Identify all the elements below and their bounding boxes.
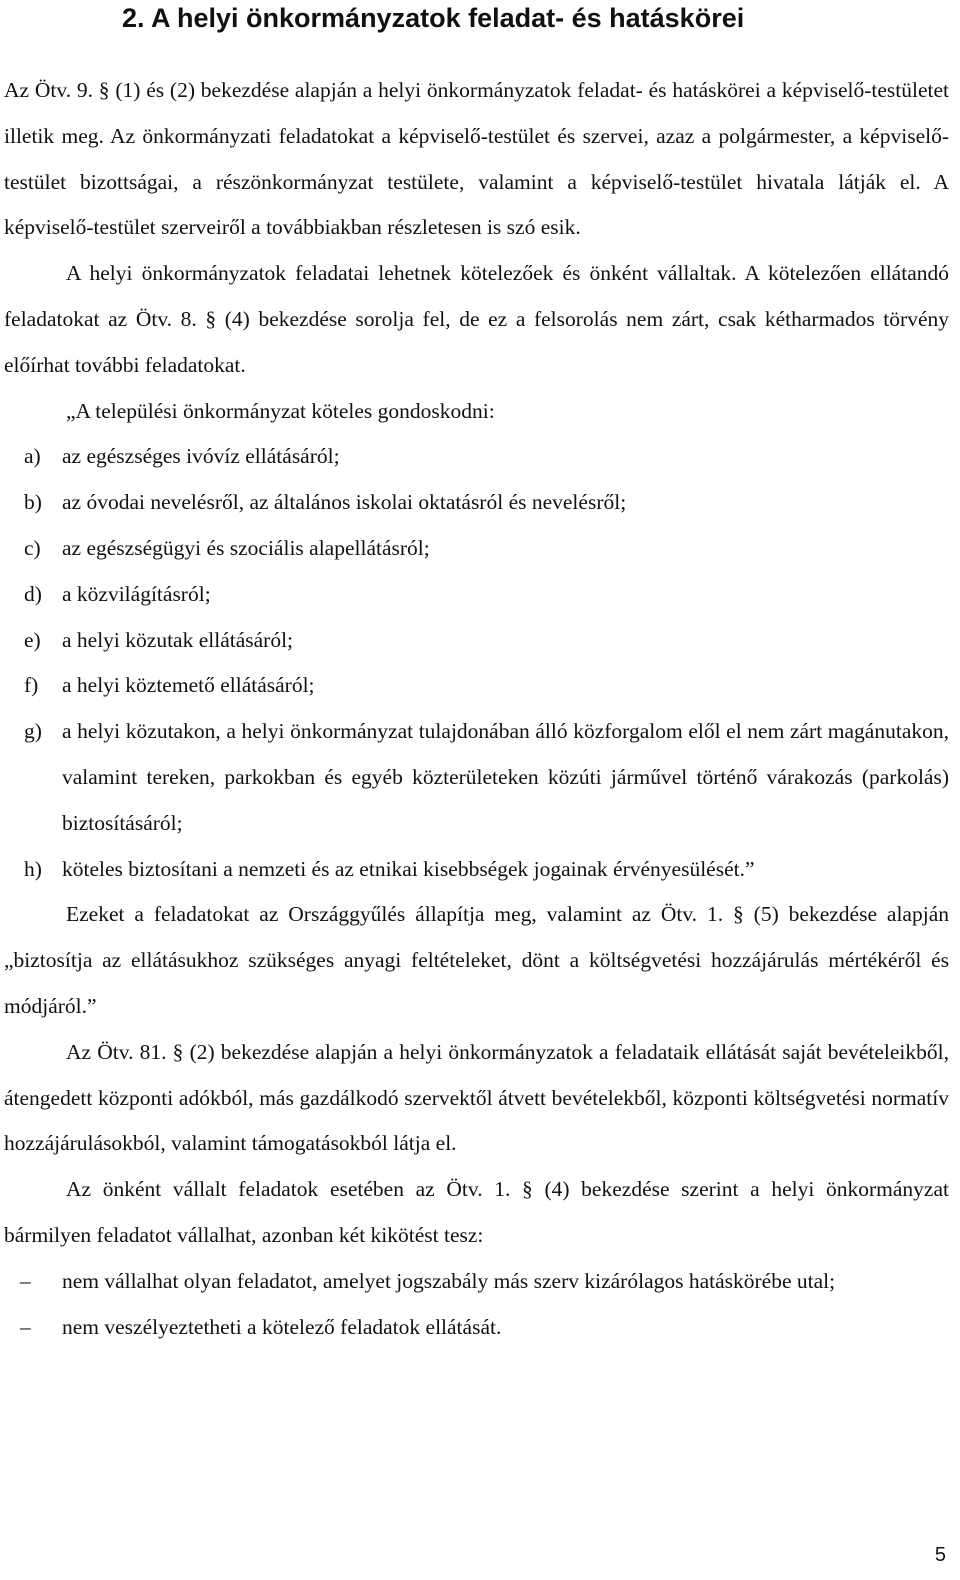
list-item-text: köteles biztosítani a nemzeti és az etnikai kisebbségek jogainak érvényesülését.” [62,856,755,881]
dash-marker: – [20,1268,31,1293]
paragraph-1: Az Ötv. 9. § (1) és (2) bekezdése alapján a helyi önkormányzatok feladat- és hatáskörei a képviselő-testületet illetik meg. Az önkormányzati feladatokat a képviselő-testület és szervei, azaz a polgármester, a képviselő-testület bizottságai, a részönkormányzat testülete, valamint a képviselő-testület hivatala látják el. A képviselő-testület szerveiről a továbbiakban részletesen is szó esik. [4,78,949,240]
list-marker: a) [24,444,41,469]
list-item-text: nem vállalhat olyan feladatot, amelyet jogszabály más szerv kizárólagos hatáskörébe utal; [62,1268,836,1293]
list-item-text: a helyi közutak ellátásáról; [62,627,294,652]
list-item [4,572,949,618]
paragraph-4: Az Ötv. 81. § (2) bekezdése alapján a helyi önkormányzatok a feladataik ellátását saját bevételeikből, átengedett központi adókból, más gazdálkodó szervektől átvett bevételekből, központi költségvetési normatív hozzájárulásokból, valamint támogatásokból látja el. [4,1039,949,1156]
list-item [4,709,949,846]
conditions-list [4,1259,949,1351]
list-item [4,1259,949,1305]
duties-list [4,434,949,892]
list-item-text: a helyi köztemető ellátásáról; [62,673,315,698]
list-item [4,434,949,480]
paragraph-3: Ezeket a feladatokat az Országgyűlés állapítja meg, valamint az Ötv. 1. § (5) bekezdése alapján „biztosítja az ellátásukhoz szükséges anyagi feltételeket, dönt a költségvetési hozzájárulás mértékéről és módjáról.” [4,902,949,1018]
paragraph-2: A helyi önkormányzatok feladatai lehetnek kötelezőek és önként vállaltak. A kötelezően ellátandó feladatokat az Ötv. 8. § (4) bekezdése sorolja fel, de ez a felsorolás nem zárt, csak kétharmados törvény előírhat további feladatokat. [4,261,949,377]
list-item [4,618,949,664]
paragraph-5: Az önként vállalt feladatok esetében az Ötv. 1. § (4) bekezdése szerint a helyi önkormányzat bármilyen feladatot vállalhat, azonban két kikötést tesz: [4,1177,949,1247]
list-item-text: az óvodai nevelésről, az általános iskolai oktatásról és nevelésről; [62,490,627,515]
quote-intro: „A települési önkormányzat köteles gondoskodni: [66,398,495,423]
dash-marker: – [20,1314,31,1339]
list-item [4,526,949,572]
list-item-text: nem veszélyeztetheti a kötelező feladatok ellátását. [62,1314,502,1339]
list-item [4,663,949,709]
list-item-text: az egészséges ivóvíz ellátásáról; [62,444,340,469]
list-marker: h) [24,856,42,881]
list-marker: c) [24,535,41,560]
list-item-text: az egészségügyi és szociális alapellátásról; [62,535,430,560]
document-body [4,68,949,1350]
list-item-text: a helyi közutakon, a helyi önkormányzat tulajdonában álló közforgalom elől el nem zárt magánutakon, valamint tereken, parkokban és egyéb közterületeken közúti járművel történő várakozás (parkolás) biztosításáról; [62,719,949,835]
list-item-text: a közvilágításról; [62,581,211,606]
list-marker: d) [24,581,42,606]
list-marker: g) [24,719,42,744]
list-marker: b) [24,490,42,515]
list-item [4,480,949,526]
page-number: 5 [934,1544,946,1566]
list-item [4,1305,949,1351]
list-marker: e) [24,627,41,652]
section-heading: 2. A helyi önkormányzatok feladat- és hatáskörei [122,3,745,33]
list-item [4,847,949,893]
list-marker: f) [24,673,39,698]
